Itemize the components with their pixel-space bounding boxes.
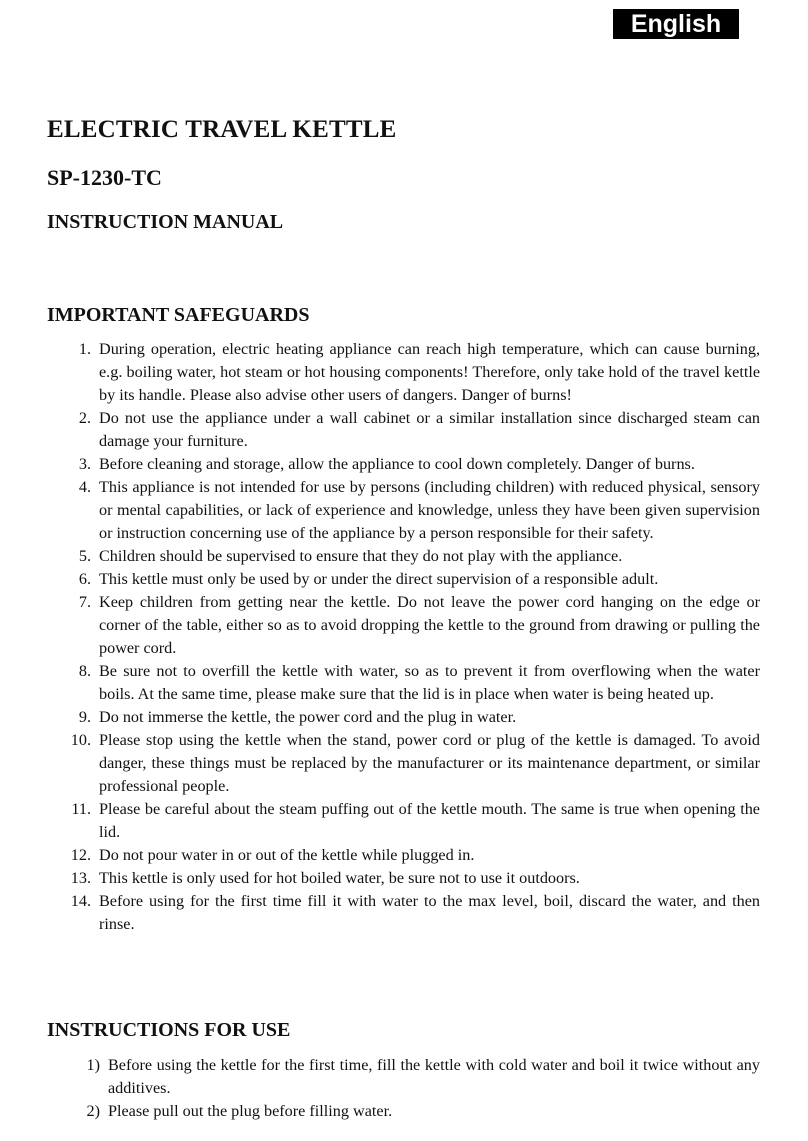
safeguard-text: Keep children from getting near the kettle. Do not leave the power cord hanging on the edge or corner of the table, either so as to avoid dropping the kettle to the ground from drawing or pulling the power cord.	[99, 593, 760, 657]
safeguard-number: 13.	[70, 869, 91, 887]
safeguard-item	[66, 660, 760, 706]
safeguard-text: This appliance is not intended for use by persons (including children) with reduced physical, sensory or mental capabilities, or lack of experience and knowledge, unless they have been given supervision or instruction concerning use of the appliance by a person responsible for their safety.	[99, 478, 760, 542]
safeguard-item	[66, 729, 760, 798]
instruction-text: Before using the kettle for the first time, fill the kettle with cold water and boil it twice without any additives.	[108, 1056, 760, 1097]
safeguard-text: Be sure not to overfill the kettle with water, so as to prevent it from overflowing when the water boils. At the same time, please make sure that the lid is in place when water is being heated up.	[99, 662, 760, 703]
safeguard-number: 12.	[70, 846, 91, 864]
safeguard-text: Before using for the first time fill it with water to the max level, boil, discard the water, and then rinse.	[99, 892, 760, 933]
safeguard-number: 3.	[78, 455, 91, 473]
safeguard-text: Do not use the appliance under a wall cabinet or a similar installation since discharged steam can damage your furniture.	[99, 409, 760, 450]
safeguard-number: 14.	[70, 892, 91, 910]
instruction-text: Please pull out the plug before filling water.	[108, 1102, 393, 1120]
safeguard-number: 7.	[78, 593, 91, 611]
safeguard-number: 11.	[71, 800, 91, 818]
instruction-number: 1)	[86, 1056, 100, 1074]
safeguards-list	[66, 338, 760, 936]
safeguard-number: 1.	[78, 340, 91, 358]
safeguard-number: 9.	[78, 708, 91, 726]
language-badge: English	[613, 9, 739, 39]
safeguard-number: 4.	[78, 478, 91, 496]
instructions-heading: INSTRUCTIONS FOR USE	[47, 1019, 291, 1041]
safeguard-number: 6.	[78, 570, 91, 588]
instruction-item	[76, 1100, 760, 1123]
safeguard-item	[66, 844, 760, 867]
safeguard-text: Do not pour water in or out of the kettle while plugged in.	[99, 846, 475, 864]
document-subtitle: INSTRUCTION MANUAL	[47, 211, 284, 233]
safeguard-item	[66, 798, 760, 844]
safeguard-text: Children should be supervised to ensure that they do not play with the appliance.	[99, 547, 623, 565]
safeguard-text: Please stop using the kettle when the stand, power cord or plug of the kettle is damaged. To avoid danger, these things must be replaced by the manufacturer or its maintenance department, or similar professional people.	[99, 731, 760, 795]
safeguard-item	[66, 453, 760, 476]
safeguard-item	[66, 591, 760, 660]
safeguard-item	[66, 706, 760, 729]
document-title: ELECTRIC TRAVEL KETTLE	[47, 116, 397, 143]
instructions-list	[76, 1054, 760, 1123]
model-number: SP-1230-TC	[47, 165, 162, 190]
safeguard-number: 2.	[78, 409, 91, 427]
safeguard-text: This kettle is only used for hot boiled water, be sure not to use it outdoors.	[99, 869, 580, 887]
safeguard-text: Before cleaning and storage, allow the appliance to cool down completely. Danger of burns.	[99, 455, 695, 473]
safeguard-item	[66, 890, 760, 936]
safeguard-number: 5.	[78, 547, 91, 565]
instruction-item	[76, 1054, 760, 1100]
safeguard-item	[66, 545, 760, 568]
safeguard-text: This kettle must only be used by or under the direct supervision of a responsible adult.	[99, 570, 659, 588]
safeguard-number: 10.	[70, 731, 91, 749]
safeguard-item	[66, 568, 760, 591]
safeguard-item	[66, 407, 760, 453]
safeguard-text: Do not immerse the kettle, the power cord and the plug in water.	[99, 708, 517, 726]
safeguard-item	[66, 867, 760, 890]
safeguards-heading: IMPORTANT SAFEGUARDS	[47, 304, 310, 326]
safeguard-item	[66, 476, 760, 545]
safeguard-number: 8.	[78, 662, 91, 680]
safeguard-text: During operation, electric heating appliance can reach high temperature, which can cause burning, e.g. boiling water, hot steam or hot housing components! Therefore, only take hold of the travel kettle by its handle. Please also advise other users of dangers. Danger of burns!	[99, 340, 760, 404]
safeguard-item	[66, 338, 760, 407]
safeguard-text: Please be careful about the steam puffing out of the kettle mouth. The same is true when opening the lid.	[99, 800, 760, 841]
instruction-number: 2)	[86, 1102, 100, 1120]
